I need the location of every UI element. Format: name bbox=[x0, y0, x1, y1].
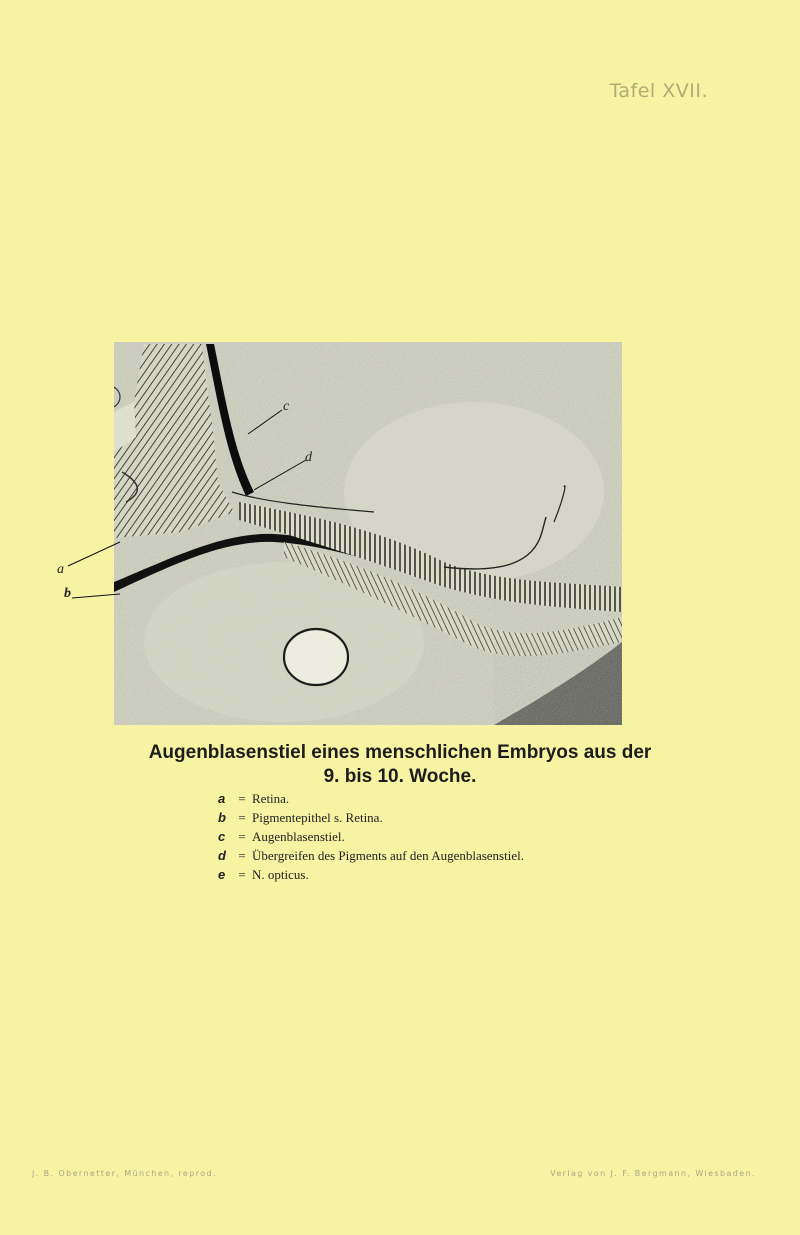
histology-figure bbox=[114, 342, 622, 725]
footer-publisher: Verlag von J. F. Bergmann, Wiesbaden. bbox=[550, 1169, 756, 1178]
pointer-label-d: d bbox=[305, 450, 312, 465]
pointer-label-b: b bbox=[64, 586, 71, 601]
legend-row-d: d = Übergreifen des Pigments auf den Augenblasenstiel. bbox=[218, 847, 524, 863]
legend bbox=[218, 789, 524, 884]
pointer-label-c: c bbox=[283, 399, 290, 414]
plate-label: Tafel XVII. bbox=[609, 80, 708, 102]
legend-row-c: c = Augenblasenstiel. bbox=[218, 828, 345, 844]
caption-line-2: 9. bis 10. Woche. bbox=[323, 766, 477, 787]
pointer-label-a: a bbox=[57, 562, 64, 577]
legend-row-a: a = Retina. bbox=[218, 790, 290, 806]
vessel-lumen bbox=[284, 629, 348, 685]
legend-row-e: e = N. opticus. bbox=[218, 866, 309, 882]
caption-line-1: Augenblasenstiel eines menschlichen Embryos aus der bbox=[148, 742, 652, 763]
footer-reproduction-credit: J. B. Obernetter, München, reprod. bbox=[32, 1169, 217, 1178]
legend-row-b: b = Pigmentepithel s. Retina. bbox=[218, 809, 383, 825]
